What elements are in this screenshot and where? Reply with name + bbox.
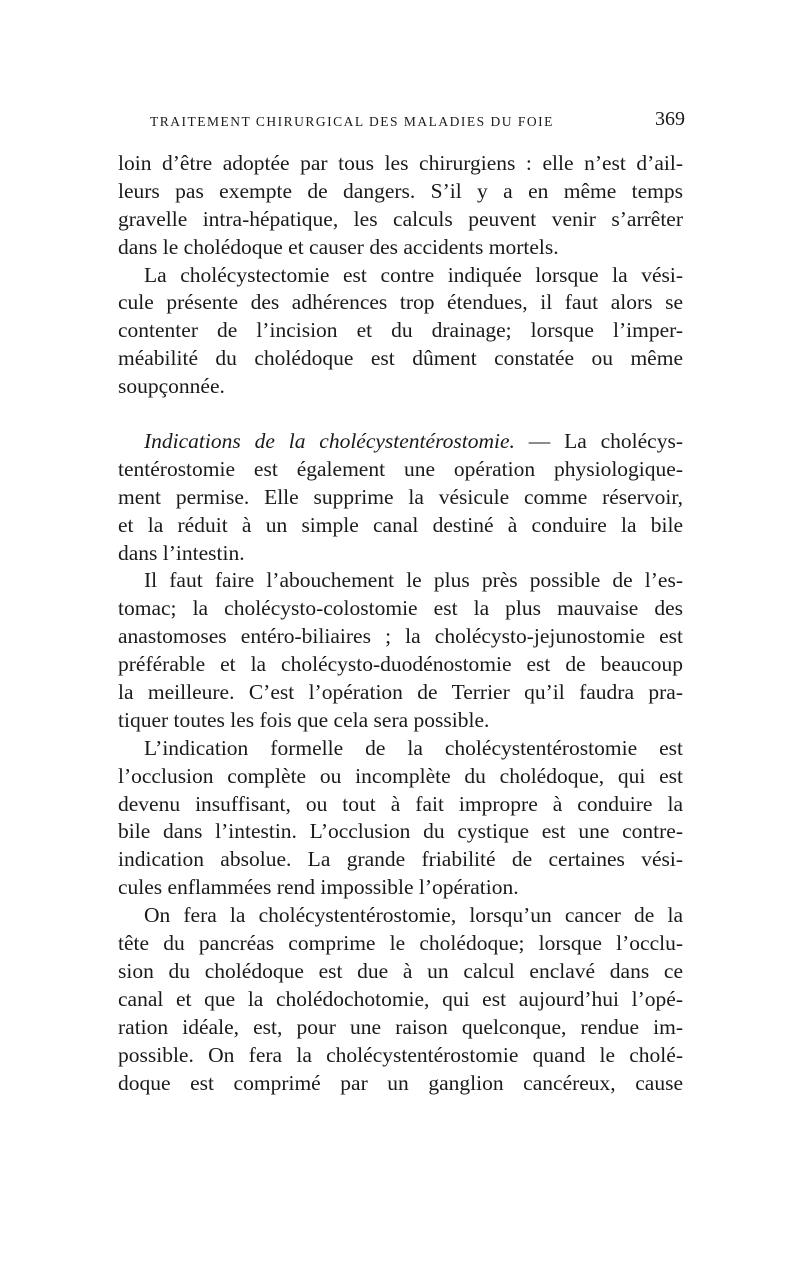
text-line: tête du pancréas comprime le cholédoque; lorsque l’occlu- <box>118 931 683 956</box>
section-heading: Indications de la cholécystentérostomie. <box>144 429 515 454</box>
running-header <box>150 108 685 138</box>
text-line: cules enflammées rend impossible l’opération. <box>118 875 519 900</box>
text-line: anastomoses entéro-biliaires ; la cholécysto-jejunostomie est <box>118 624 683 649</box>
paragraph-3 <box>118 428 683 567</box>
text-line <box>118 428 683 456</box>
text-line: ment permise. Elle supprime la vésicule comme réservoir, <box>118 484 683 509</box>
text-line: sion du cholédoque est due à un calcul enclavé dans ce <box>118 958 683 983</box>
paragraph-4 <box>118 567 683 734</box>
text-line: tomac; la cholécysto-colostomie est la plus mauvaise des <box>118 596 683 621</box>
paragraph-2 <box>118 262 683 401</box>
text-line: la meilleure. C’est l’opération de Terrier qu’il faudra pra- <box>118 680 683 705</box>
text-line: et la réduit à un simple canal destiné à conduire la bile <box>118 512 683 537</box>
running-title: TRAITEMENT CHIRURGICAL DES MALADIES DU FOIE <box>150 114 554 129</box>
text-line: gravelle intra-hépatique, les calculs peuvent venir s’arrêter <box>118 206 683 231</box>
text-line: indication absolue. La grande friabilité de certaines vési- <box>118 847 683 872</box>
section-gap <box>118 401 683 428</box>
text-line: soupçonnée. <box>118 374 225 399</box>
text-line: doque est comprimé par un ganglion cancéreux, cause <box>118 1070 683 1095</box>
text-line: bile dans l’intestin. L’occlusion du cystique est une contre- <box>118 819 683 844</box>
text-line: La cholécystectomie est contre indiquée lorsque la vési- <box>144 262 683 287</box>
text-line: cule présente des adhérences trop étendues, il faut alors se <box>118 290 683 315</box>
text-line: Il faut faire l’abouchement le plus près possible de l’es- <box>144 568 683 593</box>
text-line: préférable et la cholécysto-duodénostomie est de beaucoup <box>118 652 683 677</box>
text-line: tiquer toutes les fois que cela sera possible. <box>118 707 490 732</box>
body-text <box>118 150 683 1097</box>
text-line: dans le cholédoque et causer des accidents mortels. <box>118 234 559 259</box>
text-line: tentérostomie est également une opération physiologique- <box>118 456 683 481</box>
text-line: On fera la cholécystentérostomie, lorsqu’un cancer de la <box>144 903 683 928</box>
heading-continuation: — La cholécys- <box>514 429 683 454</box>
text-line: possible. On fera la cholécystentérostomie quand le cholé- <box>118 1042 683 1067</box>
text-line: devenu insuffisant, ou tout à fait impropre à conduire la <box>118 791 683 816</box>
page-number: 369 <box>655 108 685 130</box>
paragraph-5 <box>118 735 683 902</box>
paragraph-6 <box>118 902 683 1097</box>
text-line: loin d’être adoptée par tous les chirurgiens : elle n’est d’ail- <box>118 151 683 175</box>
text-line: ration idéale, est, pour une raison quelconque, rendue im- <box>118 1014 683 1039</box>
text-line: contenter de l’incision et du drainage; lorsque l’imper- <box>118 318 683 343</box>
text-line: canal et que la cholédochotomie, qui est aujourd’hui l’opé- <box>118 986 683 1011</box>
text-line: L’indication formelle de la cholécystentérostomie est <box>144 735 683 760</box>
text-line: méabilité du cholédoque est dûment constatée ou même <box>118 346 683 371</box>
text-line: l’occlusion complète ou incomplète du cholédoque, qui est <box>118 763 683 788</box>
text-line: leurs pas exempte de dangers. S’il y a en même temps <box>118 178 683 203</box>
text-line: dans l’intestin. <box>118 540 245 565</box>
paragraph-1 <box>118 150 683 262</box>
